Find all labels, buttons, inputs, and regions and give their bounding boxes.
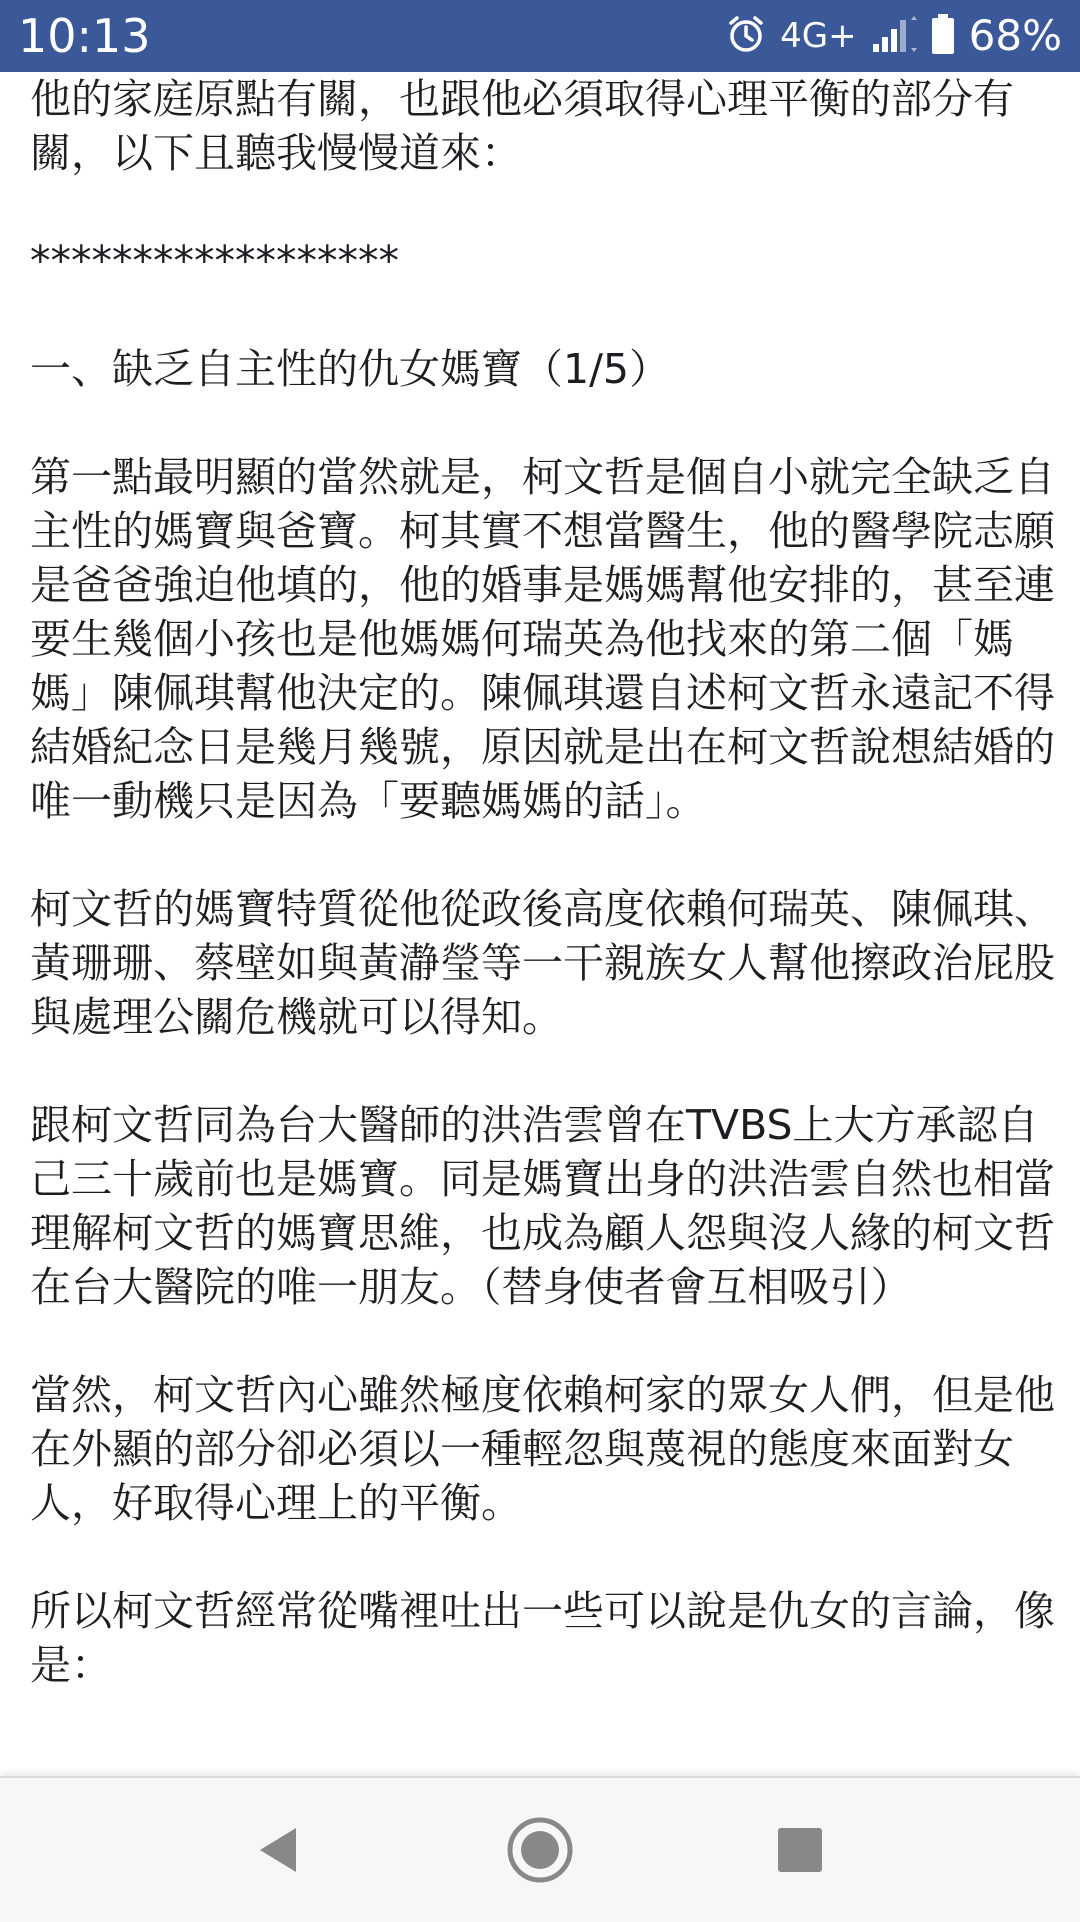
paragraph: 跟柯文哲同為台大醫師的洪浩雲曾在TVBS上大方承認自己三十歲前也是媽寶。同是媽寶出身的洪浩雲自然也相當理解柯文哲的媽寶思維，也成為顧人怨與沒人緣的柯文哲在台大醫院的唯一朋友。（替身使者會互相吸引）	[30, 1101, 1055, 1311]
battery-percent: 68%	[968, 11, 1062, 60]
battery-icon	[931, 13, 955, 59]
paragraph: 柯文哲的媽寶特質從他從政後高度依賴何瑞英、陳佩琪、黃珊珊、蔡壁如與黃瀞瑩等一干親族女人幫他擦政治屁股與處理公關危機就可以得知。	[30, 885, 1055, 1041]
back-icon	[252, 1822, 308, 1878]
status-icons	[726, 10, 1062, 62]
back-button[interactable]	[240, 1810, 320, 1890]
paragraph: 第一點最明顯的當然就是，柯文哲是個自小就完全缺乏自主性的媽寶與爸寶。柯其實不想當醫生，他的醫學院志願是爸爸強迫他填的，他的婚事是媽媽幫他安排的，甚至連要生幾個小孩也是他媽媽何瑞英為他找來的第二個「媽媽」陳佩琪幫他決定的。陳佩琪還自述柯文哲永遠記不得結婚紀念日是幾月幾號，原因就是出在柯文哲說想結婚的唯一動機只是因為「要聽媽媽的話」。	[30, 453, 1055, 825]
status-bar	[0, 0, 1080, 72]
section-heading: 一、缺乏自主性的仇女媽寶（1/5）	[30, 345, 670, 393]
network-type: 4G+	[780, 16, 857, 56]
navigation-bar	[0, 1776, 1080, 1922]
recents-icon	[775, 1825, 825, 1875]
paragraph-separator: ******************	[30, 237, 399, 285]
signal-icon	[871, 14, 917, 58]
paragraph: 他的家庭原點有關，也跟他必須取得心理平衡的部分有關，以下且聽我慢慢道來：	[30, 75, 1014, 177]
home-button[interactable]	[500, 1810, 580, 1890]
paragraph: 所以柯文哲經常從嘴裡吐出一些可以說是仇女的言論，像是：	[30, 1587, 1055, 1689]
paragraph: 當然，柯文哲內心雖然極度依賴柯家的眾女人們，但是他在外顯的部分卻必須以一種輕忽與蔑視的態度來面對女人，好取得心理上的平衡。	[30, 1371, 1055, 1527]
recents-button[interactable]	[760, 1810, 840, 1890]
alarm-icon	[726, 14, 766, 58]
status-time: 10:13	[18, 9, 151, 63]
home-icon	[504, 1814, 576, 1886]
post-text	[30, 72, 1060, 1772]
